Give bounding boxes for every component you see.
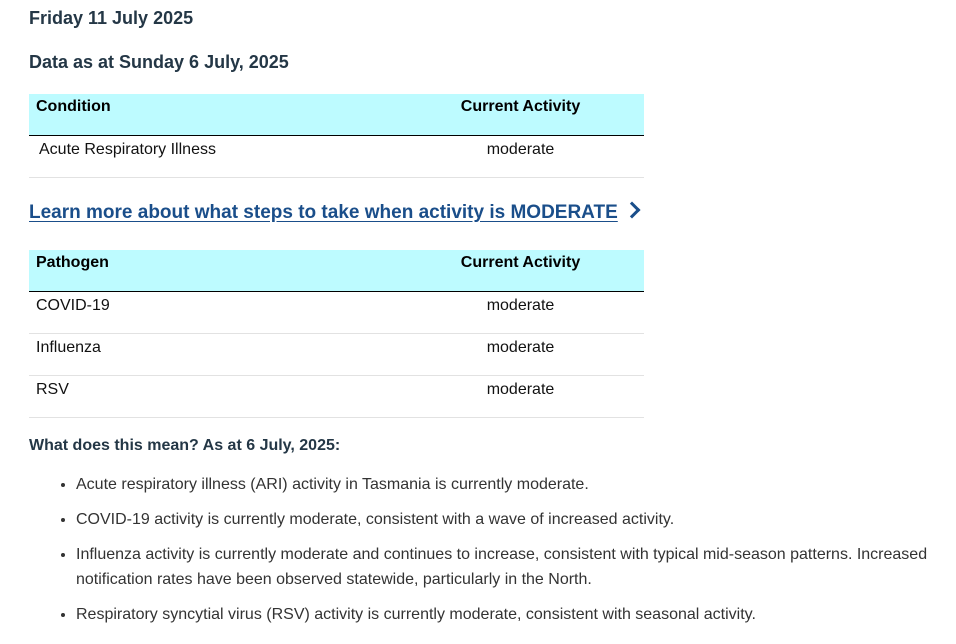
- pathogen-name: RSV: [29, 375, 397, 417]
- report-date: Friday 11 July 2025: [29, 8, 194, 28]
- table-row: [29, 291, 644, 333]
- table-row: [29, 135, 644, 177]
- meaning-heading: What does this mean? As at 6 July, 2025:: [29, 437, 341, 454]
- current-activity-column-header: Current Activity: [397, 94, 644, 135]
- activity-level: moderate: [397, 291, 644, 333]
- learn-more-link[interactable]: [29, 202, 638, 224]
- list-item: • COVID-19 activity is currently moderate, consistent with a wave of increased activity.: [76, 507, 939, 532]
- current-activity-column-header: Current Activity: [397, 250, 644, 291]
- pathogen-column-header: Pathogen: [29, 250, 397, 291]
- list-item: • Influenza activity is currently moderate and continues to increase, consistent with typical mid-season patterns. Increased notification rates have been observed statewide, particularly in the North.: [76, 542, 939, 592]
- table-row: [29, 375, 644, 417]
- activity-level: moderate: [397, 333, 644, 375]
- pathogen-name: Influenza: [29, 333, 397, 375]
- condition-column-header: Condition: [29, 94, 397, 135]
- list-item: • Respiratory syncytial virus (RSV) activity is currently moderate, consistent with seasonal activity.: [76, 602, 939, 627]
- table-header-row: [29, 94, 644, 135]
- activity-level: moderate: [397, 135, 644, 177]
- pathogen-table: [29, 250, 644, 418]
- meaning-list: [29, 472, 939, 637]
- chevron-right-icon: [623, 202, 640, 219]
- list-item: • Acute respiratory illness (ARI) activity in Tasmania is currently moderate.: [76, 472, 939, 497]
- learn-more-label: Learn more about what steps to take when activity is MODERATE: [29, 202, 618, 223]
- data-as-at-heading: Data as at Sunday 6 July, 2025: [29, 52, 289, 72]
- condition-table: [29, 94, 644, 178]
- pathogen-name: COVID-19: [29, 291, 397, 333]
- table-row: [29, 333, 644, 375]
- activity-level: moderate: [397, 375, 644, 417]
- table-header-row: [29, 250, 644, 291]
- condition-name: Acute Respiratory Illness: [29, 135, 397, 177]
